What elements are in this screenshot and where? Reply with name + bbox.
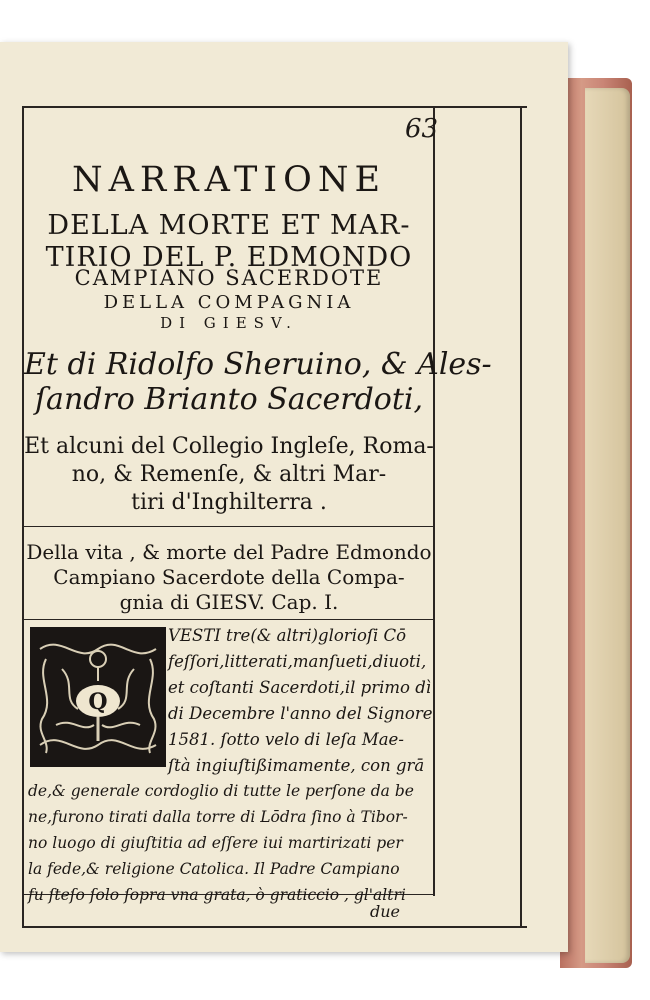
page-number: 63 [405, 114, 439, 144]
chapter-heading-line: gnia di GIESV. Cap. I. [119, 590, 339, 614]
italic-subtitle-line: Et di Ridolfo Sheruino, & Ales- [24, 347, 492, 382]
body-text-line: la fede,& religione Catolica. Il Padre Campiano [28, 860, 400, 878]
vellum-cover [585, 88, 630, 963]
body-text-line: di Decembre l'anno del Signore [168, 704, 433, 723]
chapter-heading-line: Della vita , & morte del Padre Edmondo [26, 540, 432, 564]
body-text-line: fu ſteſo ſolo ſopra vna grata, ò graticcio , gl'altri [28, 886, 406, 904]
body-text-line: 1581. ſotto velo di leſa Mae- [168, 730, 404, 749]
title-line: DELLA COMPAGNIA [103, 292, 355, 313]
body-text-line: ne,furono tirati dalla torre di Lōdra ſino à Tibor- [28, 808, 408, 826]
initial-letter: Q [88, 689, 108, 715]
title-line: NARRATIONE [71, 160, 386, 200]
frame-rule-right [520, 106, 522, 928]
section-rule [24, 526, 434, 527]
chapter-heading-line: Campiano Sacerdote della Compa- [53, 565, 405, 589]
catchword: due [370, 902, 401, 921]
body-text-line: ſtà ingiuſtißimamente, con grā [168, 756, 425, 775]
title-line: DELLA MORTE ET MAR- [47, 210, 411, 241]
subtitle-line: no, & Remenſe, & altri Mar- [71, 462, 387, 487]
body-text-line: de,& generale cordoglio di tutte le perſone da be [28, 782, 414, 800]
decorated-initial [30, 627, 166, 767]
ornament-icon [32, 629, 164, 765]
frame-rule-top [22, 106, 527, 108]
section-rule [24, 619, 434, 620]
title-line: CAMPIANO SACERDOTE [74, 266, 384, 290]
title-line: DI GIESV. [160, 314, 298, 332]
italic-subtitle-line: ſandro Brianto Sacerdoti, [34, 382, 424, 417]
title-line: TIRIO DEL P. EDMONDO [45, 242, 413, 273]
book-page [0, 42, 568, 952]
body-text-line: et coſtanti Sacerdoti,il primo dì [168, 678, 432, 697]
body-text-line: no luogo di giuſtitia ad eſſere iui martirizati per [28, 834, 403, 852]
frame-rule-bottom [22, 926, 527, 928]
subtitle-line: Et alcuni del Collegio Ingleſe, Roma- [24, 434, 434, 459]
body-text-line: VESTI tre(& altri)glorioſi Cō [168, 626, 407, 645]
body-text-line: feſſori,litterati,manſueti,diuoti, [168, 652, 427, 671]
subtitle-line: tiri d'Inghilterra . [131, 490, 327, 515]
